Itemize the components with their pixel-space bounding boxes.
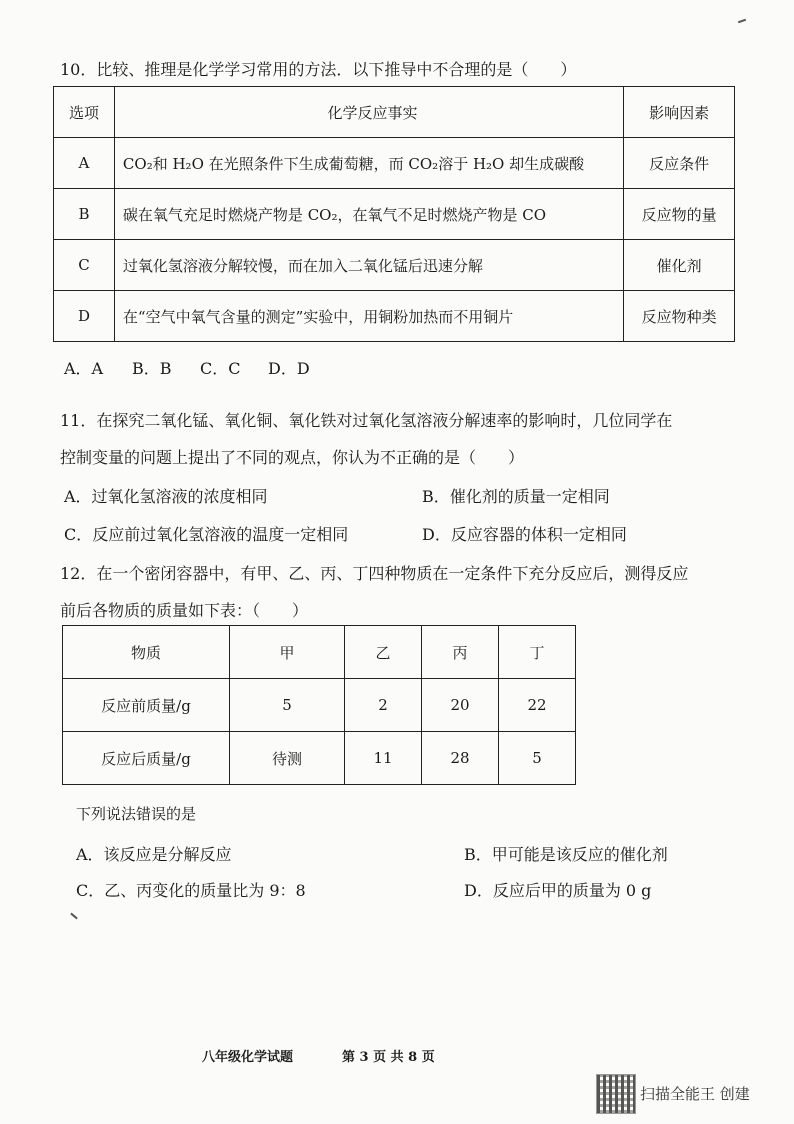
table-cell: 5 — [230, 679, 345, 732]
table-cell: 11 — [345, 732, 422, 785]
scan-speck — [738, 19, 746, 24]
table-row — [63, 626, 576, 679]
q11-stem-line1: 11．在探究二氧化锰、氧化铜、氧化铁对过氧化氢溶液分解速率的影响时，几位同学在 — [60, 411, 673, 430]
q10-option-c: C．C — [200, 359, 241, 378]
q10-option-d: D．D — [268, 359, 310, 378]
table-cell: A — [54, 138, 115, 189]
table-cell: 催化剂 — [624, 240, 735, 291]
q11-option-d: D．反应容器的体积一定相同 — [422, 525, 627, 544]
table-row — [54, 138, 735, 189]
table-cell: 过氧化氢溶液分解较慢，而在加入二氧化锰后迅速分解 — [114, 240, 623, 291]
q12-table — [62, 625, 576, 785]
table-header: 影响因素 — [624, 87, 735, 138]
table-row — [63, 679, 576, 732]
table-header: 丁 — [499, 626, 576, 679]
table-cell: 反应条件 — [624, 138, 735, 189]
table-cell: CO₂和 H₂O 在光照条件下生成葡萄糖，而 CO₂溶于 H₂O 却生成碳酸 — [114, 138, 623, 189]
table-cell: 反应物的量 — [624, 189, 735, 240]
table-header: 物质 — [63, 626, 230, 679]
q11-option-a: A．过氧化氢溶液的浓度相同 — [64, 487, 268, 506]
table-cell: 碳在氧气充足时燃烧产物是 CO₂，在氧气不足时燃烧产物是 CO — [114, 189, 623, 240]
table-cell: C — [54, 240, 115, 291]
table-cell: 2 — [345, 679, 422, 732]
q12-sub-stem: 下列说法错误的是 — [76, 805, 197, 823]
table-cell: 22 — [499, 679, 576, 732]
q10-table — [53, 86, 735, 342]
table-cell: 待测 — [230, 732, 345, 785]
q12-option-d: D．反应后甲的质量为 0 g — [464, 881, 652, 900]
qr-code-icon — [596, 1074, 636, 1114]
table-row — [54, 291, 735, 342]
q11-option-b: B．催化剂的质量一定相同 — [422, 487, 610, 506]
table-header: 化学反应事实 — [114, 87, 623, 138]
footer-subject: 八年级化学试题 — [202, 1050, 294, 1065]
table-row — [54, 87, 735, 138]
q11-stem-line2: 控制变量的问题上提出了不同的观点，你认为不正确的是（ ） — [60, 448, 525, 467]
table-header: 乙 — [345, 626, 422, 679]
table-header: 丙 — [422, 626, 499, 679]
q12-option-c: C．乙、丙变化的质量比为 9：8 — [76, 881, 306, 900]
table-cell: 反应前质量/g — [63, 679, 230, 732]
footer-page-number: 第 3 页 共 8 页 — [342, 1050, 435, 1065]
table-row — [54, 240, 735, 291]
q10-option-b: B．B — [132, 359, 172, 378]
table-cell: B — [54, 189, 115, 240]
table-cell: 反应后质量/g — [63, 732, 230, 785]
table-row — [54, 189, 735, 240]
table-cell: 20 — [422, 679, 499, 732]
q10-stem: 10．比较、推理是化学学习常用的方法．以下推导中不合理的是（ ） — [60, 60, 577, 79]
table-header: 选项 — [54, 87, 115, 138]
q12-stem-line2: 前后各物质的质量如下表：（ ） — [60, 601, 309, 620]
table-header: 甲 — [230, 626, 345, 679]
watermark-text: 扫描全能王 创建 — [640, 1085, 750, 1103]
table-cell: 在“空气中氧气含量的测定”实验中，用铜粉加热而不用铜片 — [114, 291, 623, 342]
q12-stem-line1: 12．在一个密闭容器中，有甲、乙、丙、丁四种物质在一定条件下充分反应后，测得反应 — [60, 564, 689, 583]
table-cell: 反应物种类 — [624, 291, 735, 342]
table-cell: 28 — [422, 732, 499, 785]
q10-option-a: A．A — [64, 359, 104, 378]
table-cell: 5 — [499, 732, 576, 785]
q12-option-a: A．该反应是分解反应 — [76, 845, 232, 864]
table-cell: D — [54, 291, 115, 342]
q11-option-c: C．反应前过氧化氢溶液的温度一定相同 — [64, 525, 349, 544]
table-row — [63, 732, 576, 785]
q12-option-b: B．甲可能是该反应的催化剂 — [464, 845, 668, 864]
scan-speck — [70, 913, 77, 920]
